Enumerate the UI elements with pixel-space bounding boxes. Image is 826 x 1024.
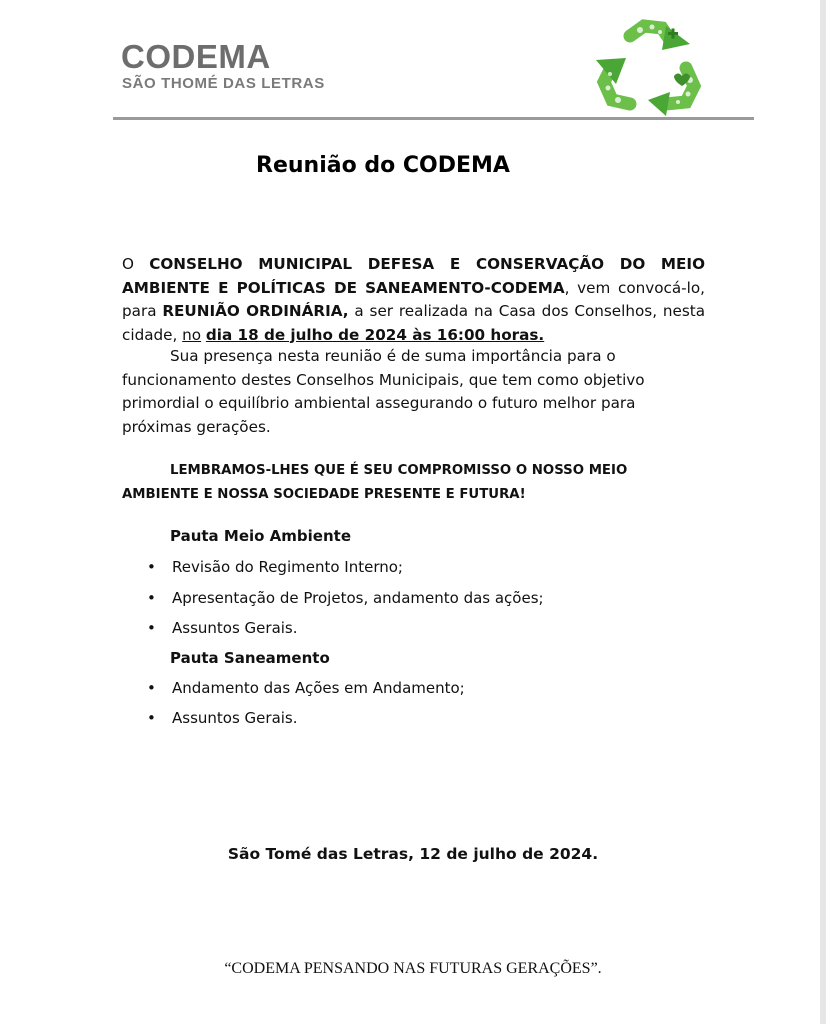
meeting-date: dia 18 de julho de 2024 às 16:00 horas. (205, 325, 545, 344)
bullet-icon: • (147, 679, 156, 697)
recycle-icon (590, 16, 708, 116)
convocation-paragraph (122, 253, 705, 347)
brand-subtitle: SÃO THOMÉ DAS LETRAS (122, 75, 325, 92)
bullet-icon: • (147, 619, 156, 637)
list-item-text: Assuntos Gerais. (172, 709, 298, 727)
brand-title: CODEMA (121, 38, 271, 75)
page-edge-shadow (820, 0, 826, 1024)
importance-text: Sua presença nesta reunião é de suma importância para o funcionamento destes Conselhos Municipais, que tem como objetivo primordial o equilíbrio ambiental assegurando o futuro melhor para próximas gerações. (122, 347, 645, 436)
list-item (147, 709, 298, 727)
signature-line: São Tomé das Letras, 12 de julho de 2024. (227, 845, 599, 863)
list-item (147, 558, 403, 576)
list-item (147, 679, 465, 697)
reminder-text (122, 459, 707, 507)
list-item (147, 619, 298, 637)
bullet-icon: • (147, 589, 156, 607)
location-text: a ser realizada na Casa dos Conselhos, nesta cidade, (122, 302, 706, 344)
page-title: Reunião do CODEMA (256, 153, 510, 178)
list-item-text: Assuntos Gerais. (172, 619, 298, 637)
convocation-text: , vem convocá-lo, para (122, 278, 705, 320)
list-item (147, 589, 544, 607)
reminder-content: LEMBRAMOS-LHES QUE É SEU COMPROMISSO O NOSSO MEIO AMBIENTE E NOSSA SOCIEDADE PRESENTE E FUTURA! (122, 463, 628, 502)
intro-text: O (122, 255, 150, 273)
agenda-sanitation-heading: Pauta Saneamento (170, 649, 330, 667)
list-item-text: Andamento das Ações em Andamento; (172, 679, 465, 697)
header-divider (113, 117, 754, 120)
list-item-text: Revisão do Regimento Interno; (172, 558, 403, 576)
meeting-type: REUNIÃO ORDINÁRIA, (162, 302, 349, 320)
agenda-environment-heading: Pauta Meio Ambiente (170, 527, 351, 545)
importance-paragraph (122, 345, 705, 439)
meeting-date-prefix: no (182, 325, 202, 344)
bullet-icon: • (147, 709, 156, 727)
motto-footer: “CODEMA PENSANDO NAS FUTURAS GERAÇÕES”. (224, 960, 602, 977)
council-name: CONSELHO MUNICIPAL DEFESA E CONSERVAÇÃO DO MEIO AMBIENTE E POLÍTICAS DE SANEAMENTO-CODEMA (122, 255, 705, 297)
list-item-text: Apresentação de Projetos, andamento das ações; (172, 589, 544, 607)
bullet-icon: • (147, 558, 156, 576)
